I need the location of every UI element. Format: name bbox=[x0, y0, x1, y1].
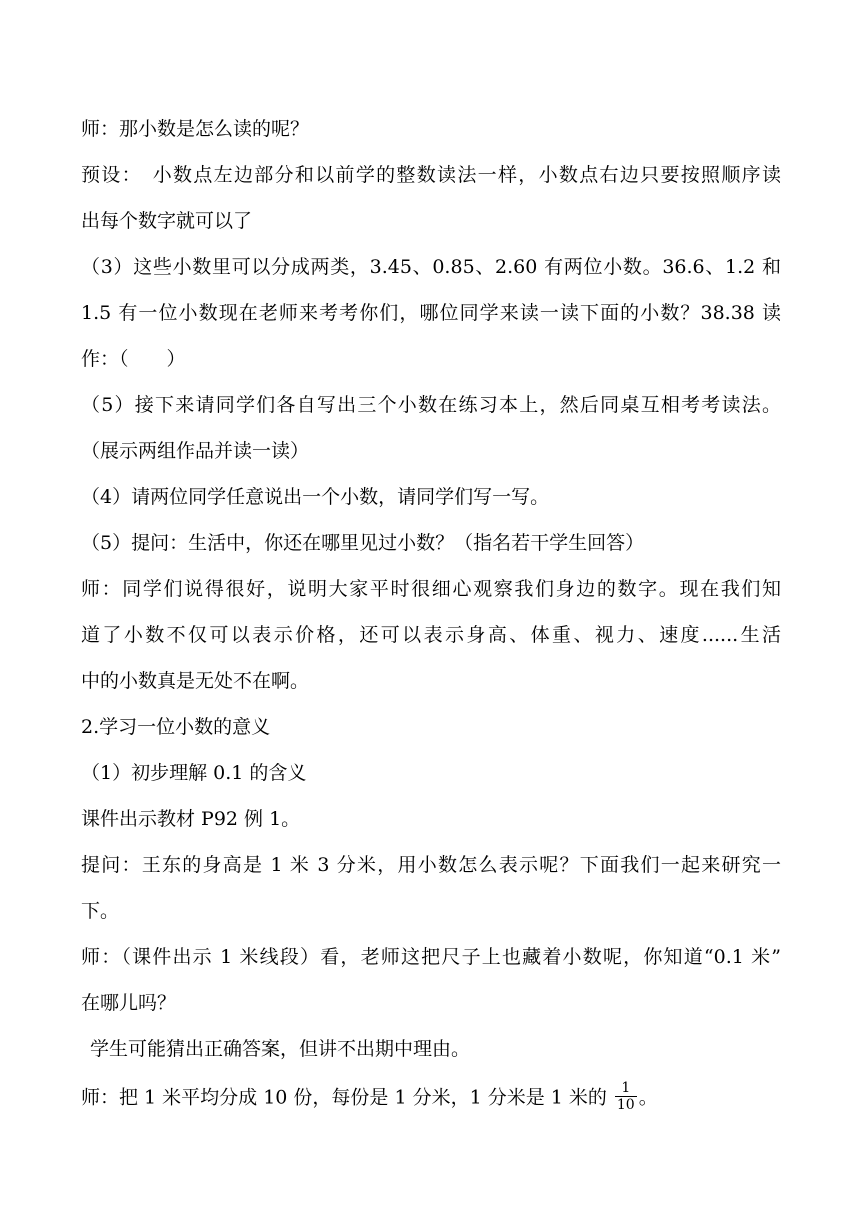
paragraph-line: 师：同学们说得很好，说明大家平时很细心观察我们身边的数字。现在我们知 bbox=[81, 578, 781, 600]
fraction-denominator: 10 bbox=[616, 1097, 635, 1113]
paragraph-line: 道了小数不仅可以表示价格，还可以表示身高、体重、视力、速度......生活 bbox=[81, 624, 781, 646]
paragraph-line: 下。 bbox=[81, 900, 120, 922]
paragraph-line: 提问：王东的身高是 1 米 3 分米，用小数怎么表示呢？下面我们一起来研究一 bbox=[81, 854, 781, 876]
sentence-end: 。 bbox=[638, 1086, 658, 1109]
paragraph-line: （3）这些小数里可以分成两类，3.45、0.85、2.60 有两位小数。36.6、1.2 和 bbox=[81, 256, 781, 278]
paragraph-line: 1.5 有一位小数现在老师来考考你们，哪位同学来读一读下面的小数？38.38 读 bbox=[81, 302, 781, 324]
paragraph-line: 出每个数字就可以了 bbox=[81, 210, 253, 232]
paragraph-line: （1）初步理解 0.1 的含义 bbox=[81, 762, 307, 784]
paragraph-line: 预设： 小数点左边部分和以前学的整数读法一样，小数点右边只要按照顺序读 bbox=[81, 164, 781, 186]
fraction bbox=[615, 1080, 637, 1113]
paragraph-text: 师：把 1 米平均分成 10 份，每份是 1 分米，1 分米是 1 米的 bbox=[81, 1086, 607, 1109]
paragraph-line: 学生可能猜出正确答案，但讲不出期中理由。 bbox=[90, 1038, 471, 1060]
paragraph-line: 师：那小数是怎么读的呢？ bbox=[81, 118, 310, 140]
paragraph-line: 在哪儿吗？ bbox=[81, 992, 177, 1014]
paragraph-line: 课件出示教材 P92 例 1。 bbox=[81, 808, 301, 830]
section-heading: 2.学习一位小数的意义 bbox=[81, 716, 271, 738]
paragraph-line: 中的小数真是无处不在啊。 bbox=[81, 670, 310, 692]
paragraph-line: 作：（ ） bbox=[81, 348, 186, 370]
fraction-numerator: 1 bbox=[621, 1080, 631, 1096]
paragraph-line: （5）接下来请同学们各自写出三个小数在练习本上，然后同桌互相考考读法。 bbox=[81, 394, 781, 416]
paragraph-line-with-fraction bbox=[81, 1082, 658, 1115]
paragraph-line: （展示两组作品并读一读） bbox=[81, 440, 310, 462]
paragraph-line: 师：（课件出示 1 米线段）看，老师这把尺子上也藏着小数呢，你知道“0.1 米” bbox=[81, 946, 781, 968]
paragraph-line: （4）请两位同学任意说出一个小数，请同学们写一写。 bbox=[81, 486, 550, 508]
paragraph-line: （5）提问：生活中，你还在哪里见过小数？（指名若干学生回答） bbox=[81, 532, 645, 554]
